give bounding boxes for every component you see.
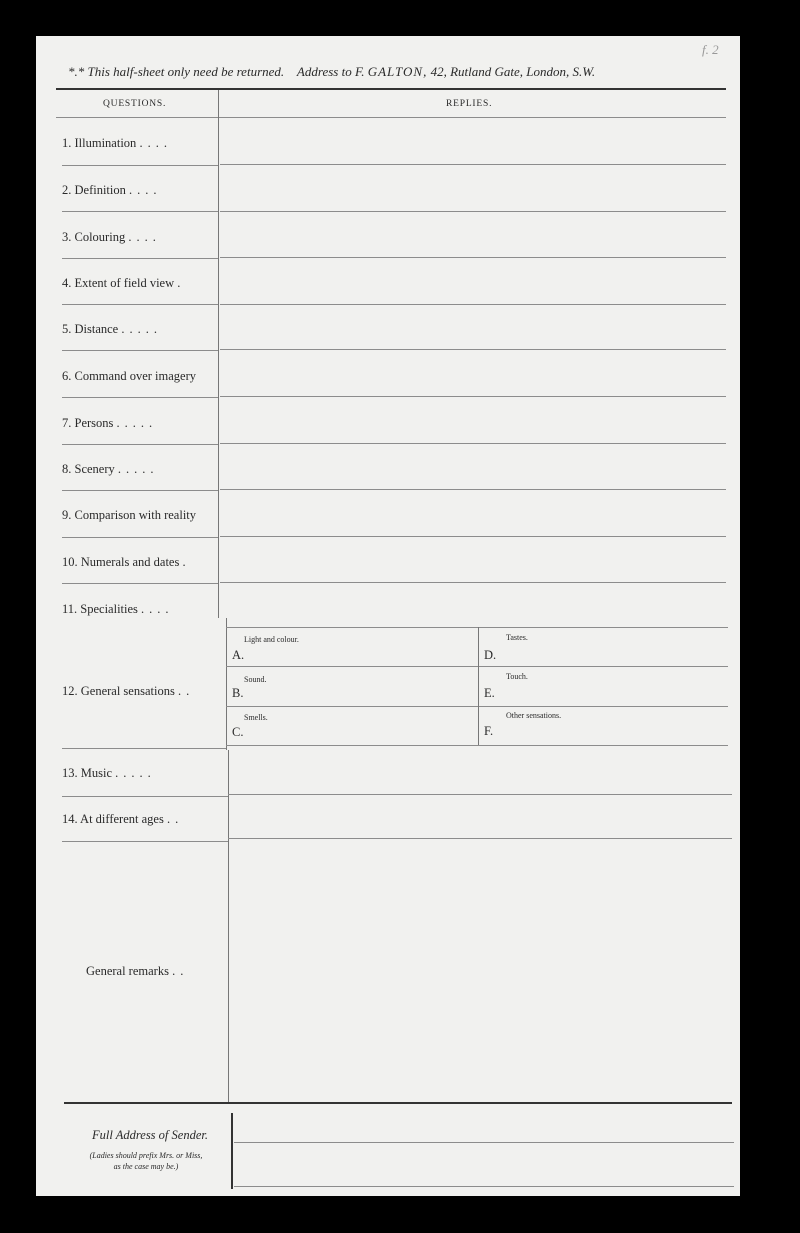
question-row: 2. Definition ....	[62, 183, 162, 197]
row-separator	[62, 258, 218, 259]
reply-line	[220, 396, 726, 397]
question-row: 11. Specialities ....	[62, 602, 174, 616]
sender-address-line	[234, 1186, 734, 1187]
return-instructions	[68, 64, 708, 80]
row-separator	[62, 304, 218, 305]
row-separator	[62, 350, 218, 351]
question-row: 5. Distance .....	[62, 322, 162, 336]
column-divider-lower	[228, 750, 229, 1102]
ladies-note: (Ladies should prefix Mrs. or Miss, as the case may be.)	[89, 1151, 203, 1171]
question-row: General remarks ..	[86, 964, 189, 978]
asterism: *.*	[68, 64, 85, 79]
sender-label: Full Address of Sender.	[92, 1128, 208, 1142]
sensation-grid-line	[226, 706, 728, 707]
question-row: 7. Persons .....	[62, 416, 158, 430]
sensation-grid-line	[226, 745, 728, 746]
column-divider-upper	[218, 90, 219, 618]
sensation-letter: E.	[484, 686, 495, 700]
addressee-name: GALTON,	[367, 64, 428, 79]
reply-line	[220, 443, 726, 444]
row-separator	[62, 537, 218, 538]
sensation-caption: Sound.	[244, 675, 267, 684]
question-row: 6. Command over imagery	[62, 369, 196, 383]
sensation-grid-divider	[478, 627, 479, 745]
reply-line	[228, 838, 732, 839]
address-prefix: Address to F.	[296, 64, 365, 79]
question-row: 12. General sensations ..	[62, 684, 195, 698]
sensation-grid-line	[226, 627, 728, 628]
row-separator	[62, 397, 218, 398]
row-separator	[62, 796, 228, 797]
reply-line	[220, 211, 726, 212]
row-separator	[62, 490, 218, 491]
row-separator	[62, 748, 226, 749]
reply-line	[220, 164, 726, 165]
reply-line	[220, 489, 726, 490]
row-separator	[62, 841, 228, 842]
sensation-grid-line	[226, 666, 728, 667]
question-row: 14. At different ages ..	[62, 812, 184, 826]
sensation-letter: B.	[232, 686, 244, 700]
question-row: 1. Illumination ....	[62, 136, 172, 150]
sensation-caption: Tastes.	[506, 633, 528, 642]
question-row: 8. Scenery .....	[62, 462, 159, 476]
sensation-caption: Other sensations.	[506, 711, 562, 720]
sensation-letter: D.	[484, 648, 497, 662]
sensation-caption: Smells.	[244, 713, 268, 722]
reply-line	[220, 257, 726, 258]
sensation-letter: C.	[232, 725, 244, 739]
reply-line	[220, 349, 726, 350]
column-divider-middle	[226, 618, 227, 750]
sender-address-line	[234, 1142, 734, 1143]
question-row: 13. Music .....	[62, 766, 156, 780]
reply-line	[220, 582, 726, 583]
question-row: 3. Colouring ....	[62, 230, 161, 244]
replies-column-header: REPLIES.	[446, 99, 493, 109]
sender-bracket	[231, 1113, 233, 1189]
address-rest: 42, Rutland Gate, London, S.W.	[430, 64, 596, 79]
row-separator	[62, 444, 218, 445]
question-row: 10. Numerals and dates .	[62, 555, 191, 569]
row-separator	[62, 583, 218, 584]
sensation-letter: A.	[232, 648, 245, 662]
reply-line	[228, 794, 732, 795]
footer-rule	[64, 1102, 732, 1104]
reply-line	[220, 536, 726, 537]
sensation-caption: Light and colour.	[244, 635, 299, 644]
sensation-letter: F.	[484, 724, 494, 738]
question-row: 9. Comparison with reality	[62, 508, 197, 522]
return-note: This half-sheet only need be returned.	[87, 64, 285, 79]
row-separator	[62, 165, 218, 166]
header-rule	[56, 117, 726, 118]
question-row: 4. Extent of field view .	[62, 276, 186, 290]
questions-column-header: QUESTIONS.	[103, 99, 167, 109]
archive-folio-mark: f. 2	[702, 42, 719, 57]
top-rule	[56, 88, 726, 90]
row-separator	[62, 211, 218, 212]
reply-line	[220, 304, 726, 305]
sensation-caption: Touch.	[506, 672, 528, 681]
